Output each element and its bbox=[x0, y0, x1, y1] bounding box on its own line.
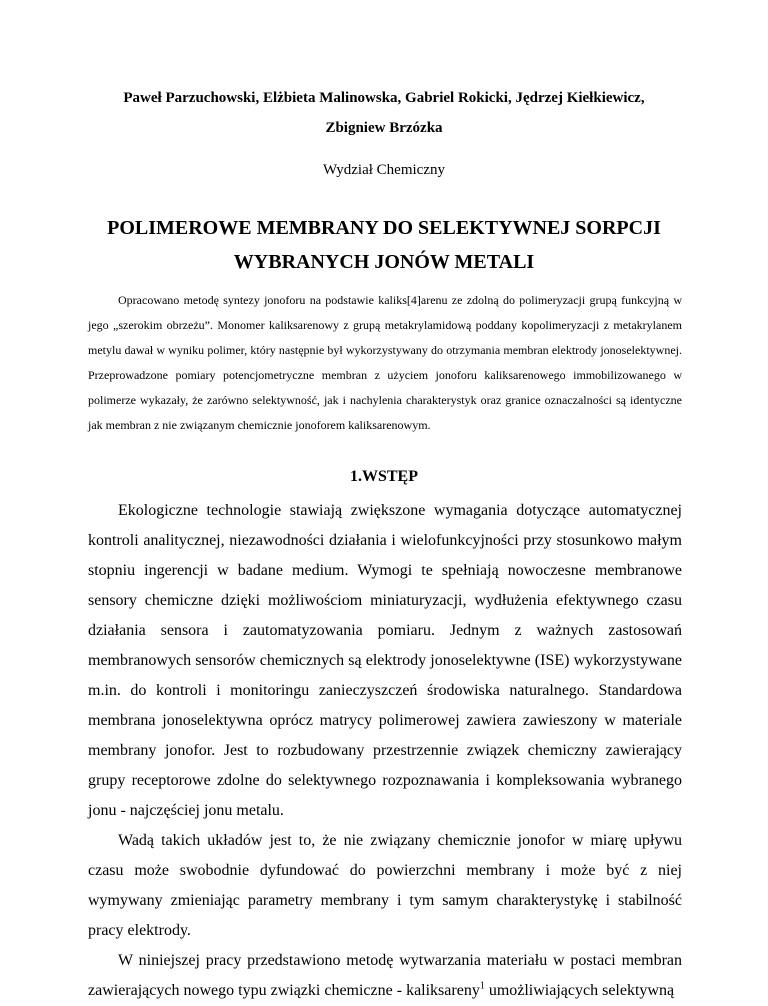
abstract: Opracowano metodę syntezy jonoforu na podstawie kaliks[4]arenu ze zdolną do polimeryzacji grupą funkcyjną w jego „szerokim obrzeżu”. Monomer kaliksarenowy z grupą metakrylamidową poddany kopolimeryzacji z metakrylanem metylu dawał w wyniku polimer, który następnie był wykorzystywany do otrzymania membran elektrody jonoselektywnej. Przeprowadzone pomiary potencjometryczne membran z użyciem jonoforu kaliksarenowego immobilizowanego w polimerze wykazały, że zarówno selektywność, jak i nachylenia charakterystyk oraz granice oznaczalności są identyczne jak membran z nie związanym chemicznie jonoforem kaliksarenowym. bbox=[88, 293, 682, 432]
body-paragraph-2: Wadą takich układów jest to, że nie związany chemicznie jonofor w miarę upływu czasu może swobodnie dyfundować do powierzchni membrany i może być z niej wymywany zmieniając parametry membrany i tym samym charakterystykę i stabilność pracy elektrody. bbox=[88, 832, 682, 939]
faculty-affiliation: Wydział Chemiczny bbox=[323, 162, 445, 178]
section-heading: 1.WSTĘP bbox=[349, 468, 418, 485]
section-body bbox=[88, 496, 682, 1006]
paper-title bbox=[60, 211, 708, 279]
footnote-reference: 1 bbox=[479, 980, 485, 992]
paragraph-text-continued: umożliwiających selektywną bbox=[484, 982, 675, 999]
body-paragraph-1: Ekologiczne technologie stawiają zwiększone wymagania dotyczące automatycznej kontroli analitycznej, niezawodności działania i wielofunkcyjności przy stosunkowo małym stopniu ingerencji w badane medium. Wymogi te spełniają nowoczesne membranowe sensory chemiczne dzięki możliwościom miniaturyzacji, wydłużenia efektywnego czasu działania sensora i zautomatyzowania pomiaru. Jednym z ważnych zastosowań membranowych sensorów chemicznych są elektrody jonoselektywne (ISE) wykorzystywane m.in. do kontroli i monitoringu zanieczyszczeń środowiska naturalnego. Standardowa membrana jonoselektywna oprócz matrycy polimerowej zawiera zawieszony w materiale membrany jonofor. Jest to rozbudowany przestrzennie związek chemiczny zawierający grupy receptorowe zdolne do selektywnego rozpoznawania i kompleksowania wybranego jonu - najczęściej jonu metalu. bbox=[88, 502, 682, 819]
title-line-2: WYBRANYCH JONÓW METALI bbox=[233, 251, 535, 273]
author-line-1: Paweł Parzuchowski, Elżbieta Malinowska, Gabriel Rokicki, Jędrzej Kiełkiewicz, bbox=[123, 90, 645, 106]
author-line-2: Zbigniew Brzózka bbox=[325, 120, 443, 136]
title-line-1: POLIMEROWE MEMBRANY DO SELEKTYWNEJ SORPCJI bbox=[107, 217, 661, 239]
author-list bbox=[60, 83, 708, 143]
body-paragraph-3 bbox=[88, 946, 682, 1006]
paragraph-text: W niniejszej pracy przedstawiono metodę wytwarzania materiału w postaci membran zawierających nowego typu związki chemiczne - kaliksareny bbox=[88, 952, 682, 999]
